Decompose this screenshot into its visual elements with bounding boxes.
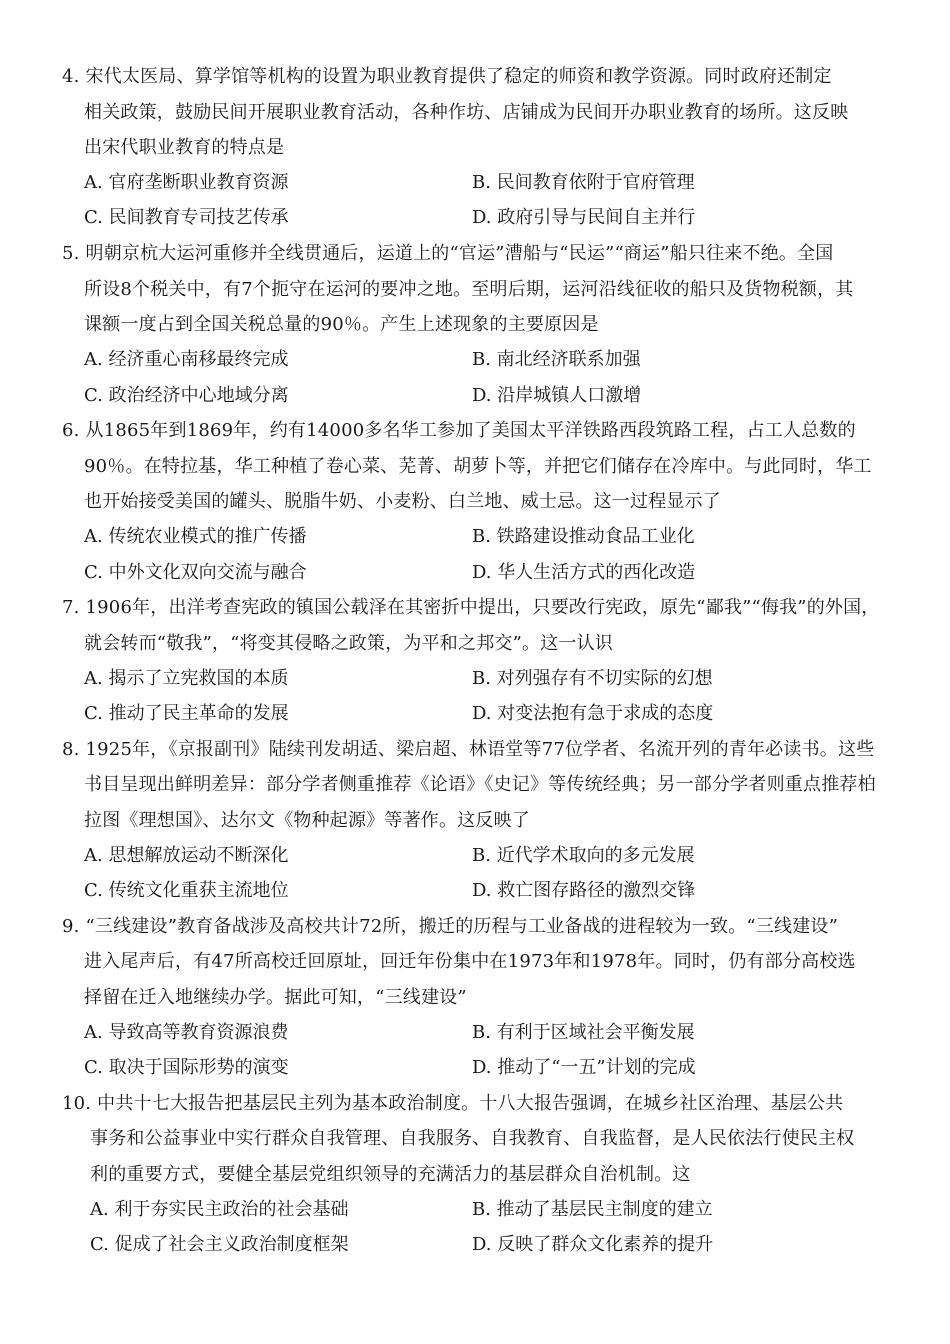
option-d[interactable]: D. 沿岸城镇人口激增 (472, 385, 642, 406)
option-a[interactable]: A. 利于夯实民主政治的社会基础 (90, 1199, 349, 1220)
option-d[interactable]: D. 反映了群众文化素养的提升 (472, 1234, 714, 1255)
option-b[interactable]: B. 有利于区域社会平衡发展 (472, 1022, 695, 1043)
question-text-line: 7. 1906年，出洋考查宪政的镇国公载泽在其密折中提出，只要改行宪政，原先“鄙我”“侮我”的外国， (62, 597, 880, 618)
option-c[interactable]: C. 政治经济中心地域分离 (84, 385, 289, 406)
option-a[interactable]: A. 官府垄断职业教育资源 (84, 172, 289, 193)
option-c[interactable]: C. 民间教育专司技艺传承 (84, 207, 289, 228)
option-a[interactable]: A. 经济重心南移最终完成 (84, 349, 289, 370)
question-text-line: 择留在迁入地继续办学。据此可知，“三线建设” (84, 987, 467, 1008)
option-d[interactable]: D. 华人生活方式的西化改造 (472, 562, 696, 583)
question-text-line: 书目呈现出鲜明差异：部分学者侧重推荐《论语》《史记》等传统经典；另一部分学者则重点推荐柏 (84, 774, 876, 795)
option-b[interactable]: B. 推动了基层民主制度的建立 (472, 1199, 713, 1220)
option-c[interactable]: C. 中外文化双向交流与融合 (84, 562, 307, 583)
question-text-line: 事务和公益事业中实行群众自我管理、自我服务、自我教育、自我监督，是人民依法行使民主权 (90, 1128, 855, 1149)
option-c[interactable]: C. 推动了民主革命的发展 (84, 703, 289, 724)
option-c[interactable]: C. 传统文化重获主流地位 (84, 880, 289, 901)
question-text-line: 9. “三线建设”教育备战涉及高校共计72所，搬迁的历程与工业备战的进程较为一致。“三线建设” (62, 916, 839, 937)
option-c[interactable]: C. 促成了社会主义政治制度框架 (90, 1234, 349, 1255)
question-text-line: 出宋代职业教育的特点是 (84, 137, 285, 158)
question-text-line: 所设8个税关中，有7个扼守在运河的要冲之地。至明后期，运河沿线征收的船只及货物税额，其 (84, 279, 854, 300)
option-a[interactable]: A. 揭示了立宪救国的本质 (84, 668, 289, 689)
option-d[interactable]: D. 推动了“一五”计划的完成 (472, 1057, 696, 1078)
question-text-line: 也开始接受美国的罐头、脱脂牛奶、小麦粉、白兰地、威士忌。这一过程显示了 (84, 491, 721, 512)
question-text-line: 8. 1925年，《京报副刊》陆续刊发胡适、梁启超、林语堂等77位学者、名流开列的青年必读书。这些 (62, 739, 875, 760)
question-text-line: 进入尾声后，有47所高校迁回原址，回迁年份集中在1973年和1978年。同时，仍有部分高校选 (84, 951, 856, 972)
question-text-line: 拉图《理想国》、达尔文《物种起源》等著作。这反映了 (84, 810, 530, 831)
option-c[interactable]: C. 取决于国际形势的演变 (84, 1057, 289, 1078)
option-b[interactable]: B. 南北经济联系加强 (472, 349, 641, 370)
option-a[interactable]: A. 思想解放运动不断深化 (84, 845, 289, 866)
option-a[interactable]: A. 传统农业模式的推广传播 (84, 526, 307, 547)
option-d[interactable]: D. 对变法抱有急于求成的态度 (472, 703, 714, 724)
option-a[interactable]: A. 导致高等教育资源浪费 (84, 1022, 289, 1043)
question-text-line: 课额一度占到全国关税总量的90％。产生上述现象的主要原因是 (84, 314, 599, 335)
question-text-line: 利的重要方式，要健全基层党组织领导的充满活力的基层群众自治机制。这 (90, 1164, 691, 1185)
question-text-line: 10. 中共十七大报告把基层民主列为基本政治制度。十八大报告强调，在城乡社区治理、基层公共 (62, 1093, 844, 1114)
option-b[interactable]: B. 对列强存有不切实际的幻想 (472, 668, 713, 689)
option-b[interactable]: B. 民间教育依附于官府管理 (472, 172, 695, 193)
option-d[interactable]: D. 救亡图存路径的激烈交锋 (472, 880, 696, 901)
question-text-line: 相关政策，鼓励民间开展职业教育活动，各种作坊、店铺成为民间开办职业教育的场所。这反映 (84, 102, 849, 123)
option-b[interactable]: B. 近代学术取向的多元发展 (472, 845, 695, 866)
question-text-line: 就会转而“敬我”，“将变其侵略之政策，为平和之邦交”。这一认识 (84, 633, 614, 654)
question-text-line: 6. 从1865年到1869年，约有14000多名华工参加了美国太平洋铁路西段筑路工程，占工人总数的 (62, 420, 856, 441)
question-text-line: 90％。在特拉基，华工种植了卷心菜、芜菁、胡萝卜等，并把它们储存在冷库中。与此同时，华工 (84, 456, 872, 477)
question-text-line: 5. 明朝京杭大运河重修并全线贯通后，运道上的“官运”漕船与“民运”“商运”船只往来不绝。全国 (62, 243, 834, 264)
question-text-line: 4. 宋代太医局、算学馆等机构的设置为职业教育提供了稳定的师资和教学资源。同时政府还制定 (62, 66, 832, 87)
option-d[interactable]: D. 政府引导与民间自主并行 (472, 207, 696, 228)
option-b[interactable]: B. 铁路建设推动食品工业化 (472, 526, 695, 547)
